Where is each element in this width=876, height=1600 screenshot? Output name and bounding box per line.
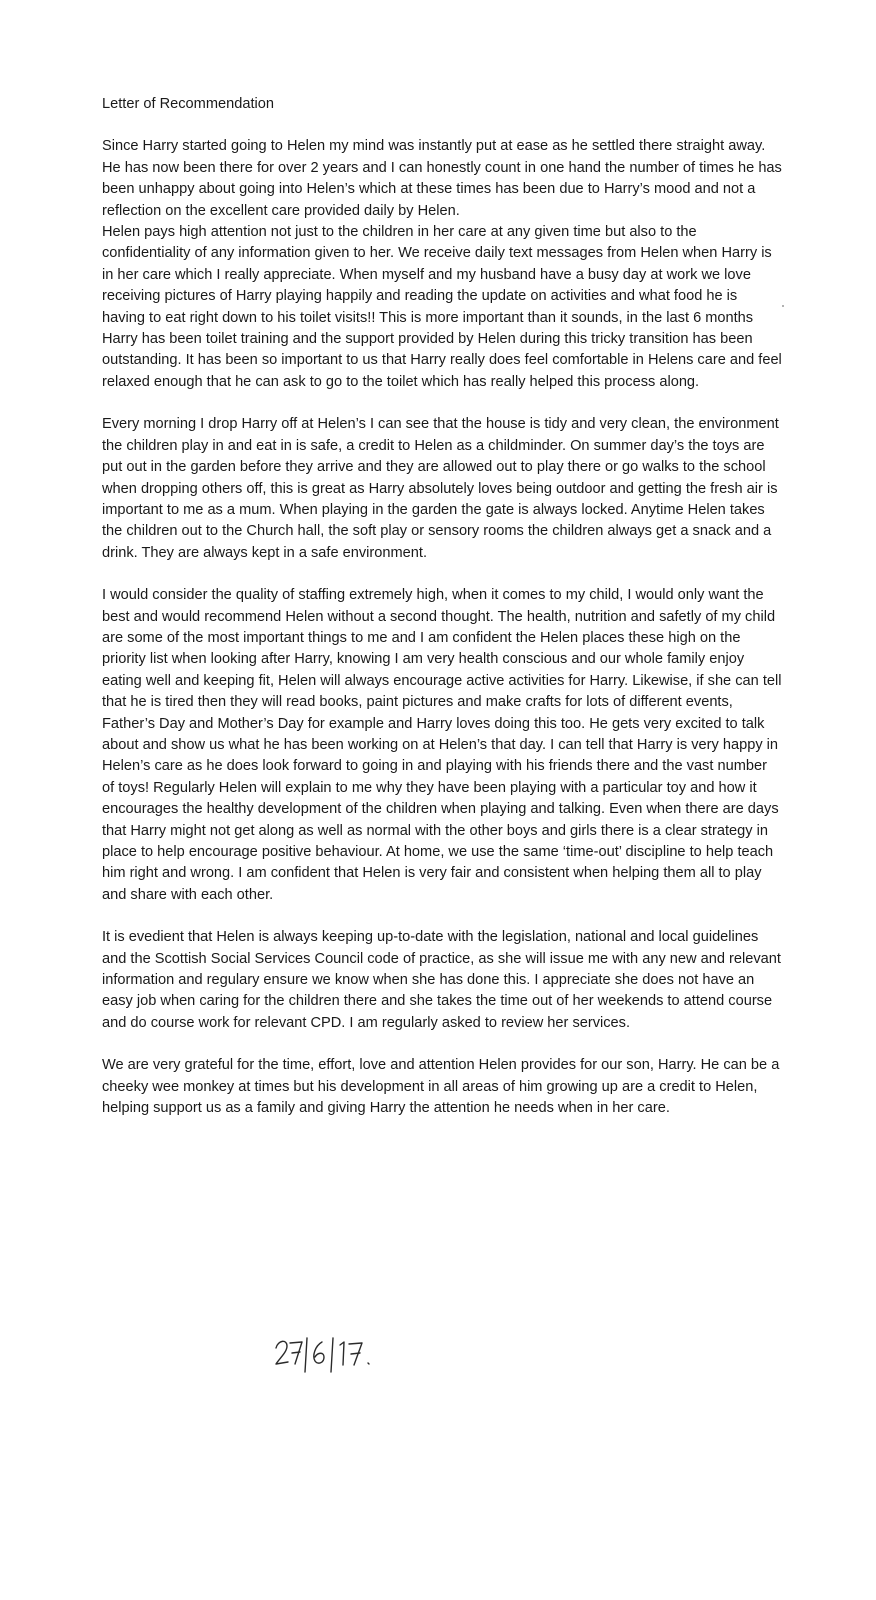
scan-speck	[782, 305, 784, 307]
paragraph-professional-practice: It is evedient that Helen is always keeping up-to-date with the legislation, national and local guidelines and the Scottish Social Services Council code of practice, as she will issue me with any new and relevant information and regulary ensure we know when she has done this. I appreciate she does not have an easy job when caring for the children there and she takes the time out of her weekends to attend course and do course work for relevant CPD. I am regularly asked to review her services.	[102, 929, 781, 1031]
paragraph-communication: Helen pays high attention not just to the children in her care at any given time but also to the confidentiality of any information given to her. We receive daily text messages from Helen when Harry is in her care which I really appreciate. When myself and my husband have a busy day at work we love receiving pictures of Harry playing happily and reading the update on activities and what food he is having to eat right down to his toilet visits!! This is more important than it sounds, in the last 6 months Harry has been toilet training and the support provided by Helen during this tricky transition has been outstanding. It has been so important to us that Harry really does feel comfortable in Helens care and feel relaxed enough that he can ask to go to the toilet which has really helped this process along.	[102, 224, 782, 390]
letter-body	[102, 94, 782, 1140]
handwritten-date	[274, 1330, 394, 1378]
paragraph-settling-in: Since Harry started going to Helen my mind was instantly put at ease as he settled there straight away. He has now been there for over 2 years and I can honestly count in one hand the number of times he has been unhappy about going into Helen’s which at these times has been due to Harry’s mood and not a reflection on the excellent care provided daily by Helen.	[102, 138, 782, 219]
paragraph-environment: Every morning I drop Harry off at Helen’s I can see that the house is tidy and very clean, the environment the children play in and eat in is safe, a credit to Helen as a childminder. On summer day’s the toys are put out in the garden before they arrive and they are allowed out to play there or go walks to the school when dropping others off, this is great as Harry absolutely loves being outdoor and getting the fresh air is important to me as a mum. When playing in the garden the gate is always locked. Anytime Helen takes the children out to the Church hall, the soft play or sensory rooms the children always get a snack and a drink. They are always kept in a safe environment.	[102, 416, 779, 561]
paragraph-closing: We are very grateful for the time, effort, love and attention Helen provides for our son, Harry. He can be a cheeky wee monkey at times but his development in all areas of him growing up are a credit to Helen, helping support us as a family and giving Harry the attention he needs when in her care.	[102, 1057, 780, 1117]
paragraph-quality-of-care: I would consider the quality of staffing extremely high, when it comes to my child, I would only want the best and would recommend Helen without a second thought. The health, nutrition and safetly of my child are some of the most important things to me and I am confident the Helen places these high on the priority list when looking after Harry, knowing I am very health conscious and our whole family enjoy eating well and keeping fit, Helen will always encourage active activities for Harry. Likewise, if she can tell that he is tired then they will read books, paint pictures and make crafts for lots of different events, Father’s Day and Mother’s Day for example and Harry loves doing this too. He gets very excited to talk about and show us what he has been working on at Helen’s that day. I can tell that Harry is very happy in Helen’s care as he does look forward to going in and playing with his friends there and the vast number of toys! Regularly Helen will explain to me why they have been playing with a particular toy and how it encourages the healthy development of the children when playing and talking. Even when there are days that Harry might not get along as well as normal with the other boys and girls there is a clear strategy in place to help encourage positive behaviour. At home, we use the same ‘time-out’ discipline to help teach him right and wrong. I am confident that Helen is very fair and consistent when helping them all to play and share with each other.	[102, 587, 782, 903]
letter-title: Letter of Recommendation	[102, 96, 274, 112]
